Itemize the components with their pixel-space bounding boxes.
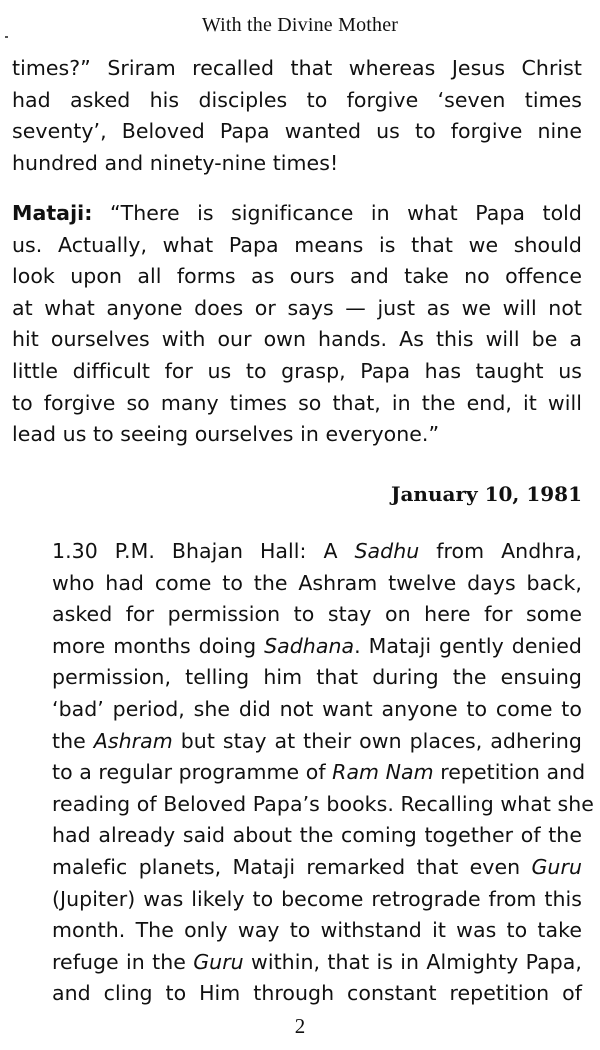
paragraph-continuation: [12, 53, 582, 179]
text-line: asked for permission to stay on here for some: [52, 602, 582, 627]
text-line: had already said about the coming together of the: [52, 823, 582, 848]
text-line: reading of Beloved Papa’s books. Recalling what she: [52, 791, 594, 816]
text-line: more months doing Sadhana. Mataji gently denied: [52, 633, 582, 658]
text-line: (Jupiter) was likely to become retrograde from this: [52, 886, 582, 911]
text-line: the Ashram but stay at their own places, adhering: [52, 728, 582, 753]
paragraph-mataji-quote: [12, 198, 582, 451]
text-line: permission, telling him that during the ensuing: [52, 665, 582, 690]
text-line: month. The only way to withstand it was to take: [52, 918, 582, 943]
text-line: hundred and ninety-nine times!: [12, 150, 339, 175]
text-line: ‘bad’ period, she did not want anyone to come to: [52, 696, 582, 721]
text-line: times?” Sriram recalled that whereas Jesus Christ: [12, 56, 582, 80]
text-line: at what anyone does or says — just as we will not: [12, 295, 582, 320]
text-line: refuge in the Guru within, that is in Almighty Papa,: [52, 949, 582, 974]
text-line: [12, 198, 582, 230]
page-number: 2: [294, 1014, 306, 1038]
text-line: and cling to Him through constant repetition of: [52, 981, 582, 1006]
quote-text: “There is significance in what Papa told: [109, 201, 582, 225]
text-line: to a regular programme of Ram Nam repetition and: [52, 760, 586, 785]
text-line: lead us to seeing ourselves in everyone.”: [12, 422, 440, 447]
text-line: to forgive so many times so that, in the end, it will: [12, 390, 582, 415]
italic-term: Sadhana: [264, 633, 355, 658]
running-header: With the Divine Mother: [201, 14, 399, 36]
text-line: seventy’, Beloved Papa wanted us to forgive nine: [12, 119, 582, 144]
italic-term: Ashram: [93, 728, 173, 753]
date-heading: January 10, 1981: [390, 482, 582, 506]
text-line: hit ourselves with our own hands. As this will be a: [12, 327, 582, 352]
text-line: look upon all forms as ours and take no offence: [12, 264, 582, 289]
italic-term: Guru: [531, 854, 582, 879]
text-line: had asked his disciples to forgive ‘seven times: [12, 87, 582, 112]
speaker-label: Mataji:: [12, 201, 93, 225]
text-line: little difficult for us to grasp, Papa has taught us: [12, 358, 582, 383]
paragraph-bhajan-hall: [12, 536, 594, 1010]
text-line: us. Actually, what Papa means is that we should: [12, 232, 582, 257]
italic-term: Ram Nam: [332, 760, 434, 785]
text-line: malefic planets, Mataji remarked that even Guru: [52, 854, 582, 879]
text-line: 1.30 P.M. Bhajan Hall: A Sadhu from Andhra,: [52, 539, 582, 563]
italic-term: Guru: [193, 949, 244, 974]
text-line: who had come to the Ashram twelve days back,: [52, 570, 582, 595]
italic-term: Sadhu: [354, 539, 420, 563]
